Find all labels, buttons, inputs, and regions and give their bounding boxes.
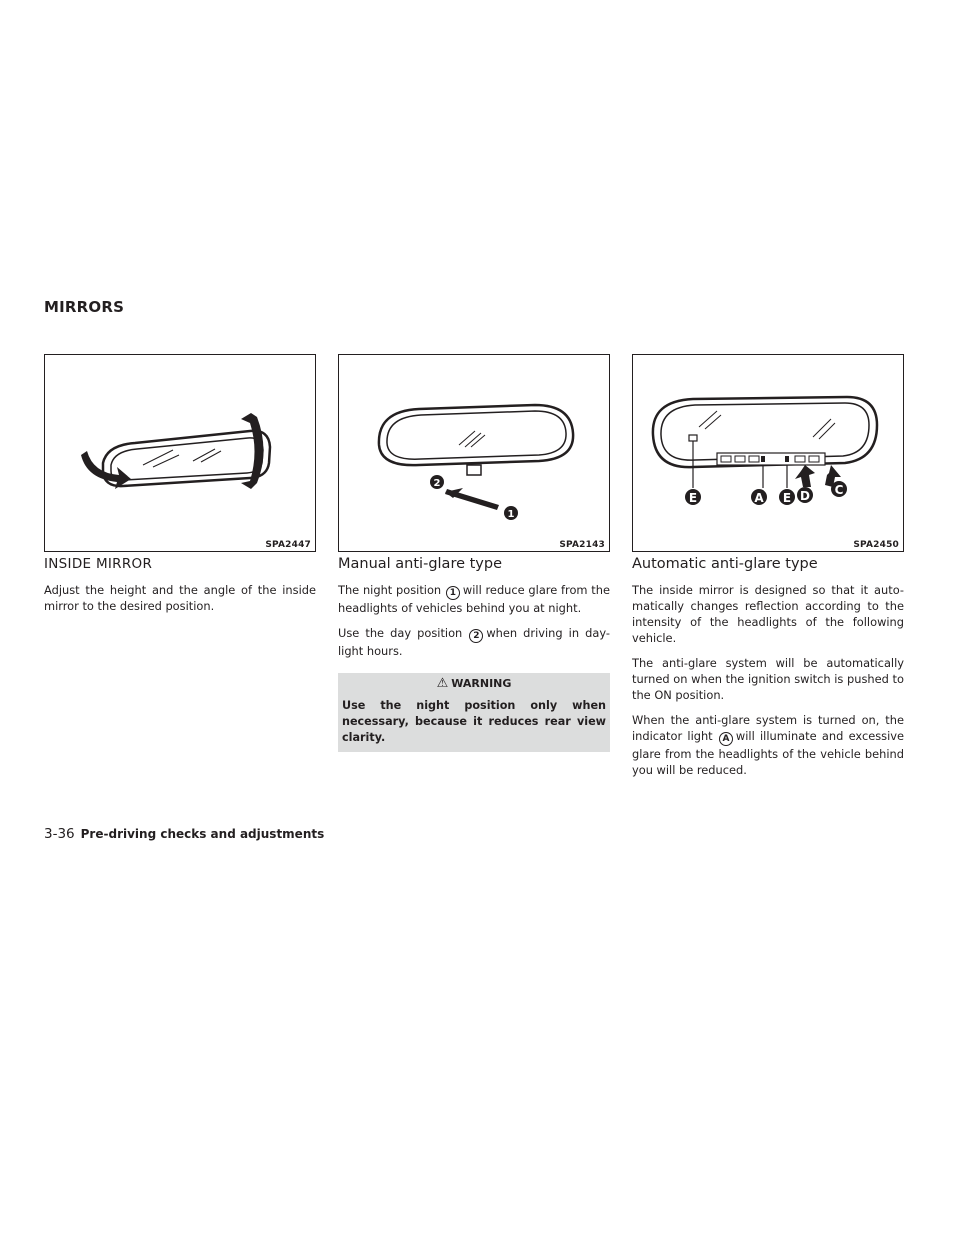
callout-1: 1	[507, 509, 515, 520]
section-title: MIRRORS	[44, 298, 125, 316]
callout-1-icon: 1	[446, 586, 460, 600]
text: The night position	[338, 583, 442, 597]
text: will illuminate and excessive glare from the headlights of the vehicle behind you will be reduced.	[632, 729, 904, 777]
callout-2: 2	[433, 478, 441, 489]
paragraph	[632, 712, 904, 778]
paragraph: Adjust the height and the angle of the inside mirror to the desired position.	[44, 583, 316, 613]
text: Use the day position	[338, 626, 463, 640]
page-number: 3-36	[44, 826, 75, 842]
figure-code: SPA2447	[265, 540, 311, 550]
paragraph: The anti-glare system will be automatically turned on when the ignition switch is pushed to the ON position.	[632, 656, 904, 702]
callout-2-icon: 2	[469, 629, 483, 643]
warning-triangle-icon: ⚠	[436, 676, 449, 691]
automatic-mirror-illustration	[633, 355, 905, 553]
figure-manual-anti-glare	[338, 354, 610, 552]
callout-e-right: E	[782, 491, 792, 505]
figure-automatic-anti-glare	[632, 354, 904, 552]
text: When the anti-glare system is turned on, the indicator light	[632, 713, 904, 743]
text: when driving in day-light hours.	[338, 626, 610, 658]
chapter-title: Pre-driving checks and adjustments	[80, 827, 325, 841]
page-footer	[44, 826, 324, 842]
warning-title	[342, 676, 606, 691]
heading-automatic-anti-glare: Automatic anti-glare type	[632, 556, 818, 572]
manual-mirror-illustration	[339, 355, 611, 553]
callout-d: D	[800, 489, 810, 503]
column-automatic-anti-glare	[632, 556, 904, 787]
warning-box	[338, 673, 610, 752]
paragraph	[338, 582, 610, 616]
figure-code: SPA2143	[559, 540, 605, 550]
callout-a: A	[754, 491, 764, 505]
figure-inside-mirror	[44, 354, 316, 552]
callout-e-left: E	[688, 491, 698, 505]
text: will reduce glare from the headlights of vehicles behind you at night.	[338, 583, 610, 615]
figure-code: SPA2450	[853, 540, 899, 550]
heading-manual-anti-glare: Manual anti-glare type	[338, 556, 503, 572]
column-inside-mirror	[44, 556, 316, 623]
paragraph: The inside mirror is designed so that it auto-matically changes reflection according to the intensity of the headlights of the following vehicle.	[632, 583, 904, 645]
warning-text: Use the night position only when necessary, because it reduces rear view clarity.	[342, 699, 606, 744]
inside-mirror-illustration	[45, 355, 317, 553]
callout-c: C	[834, 483, 844, 497]
warning-title-text: WARNING	[451, 677, 512, 690]
column-manual-anti-glare	[338, 556, 610, 752]
callout-a-icon: A	[719, 732, 733, 746]
heading-inside-mirror: INSIDE MIRROR	[44, 556, 153, 572]
paragraph	[338, 625, 610, 659]
